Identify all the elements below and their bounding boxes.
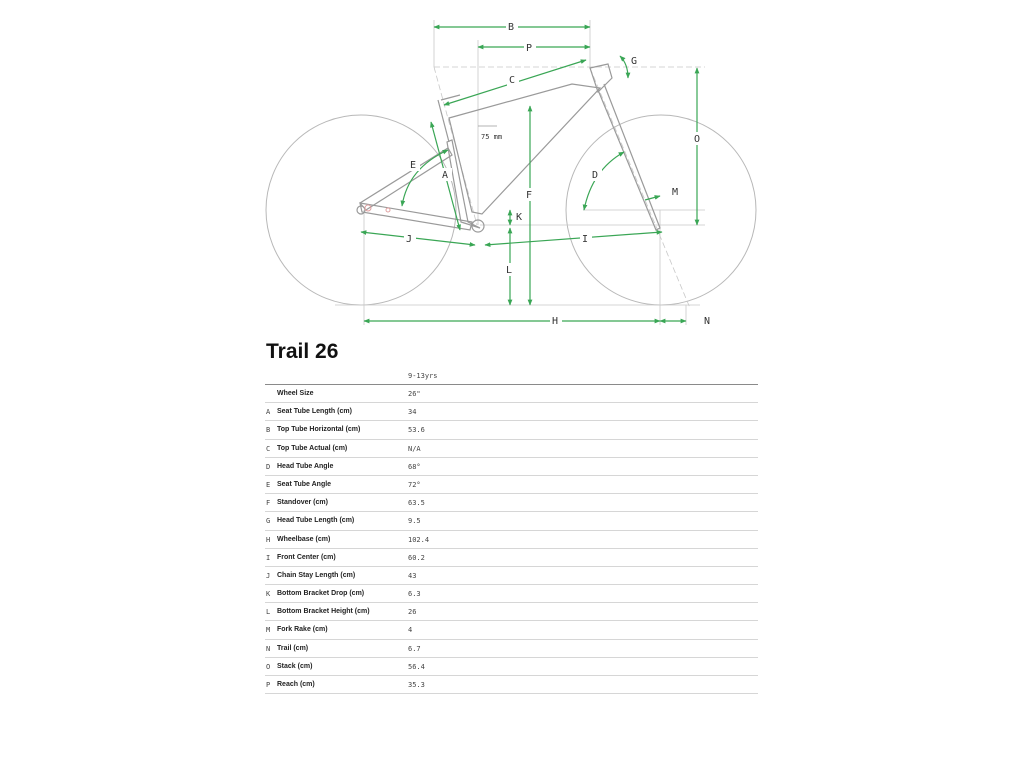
row-letter: F — [266, 499, 271, 508]
table-row — [265, 603, 758, 621]
row-letter: D — [266, 462, 271, 471]
row-label: Wheelbase (cm) — [277, 535, 331, 543]
row-letter: C — [266, 444, 271, 453]
row-value: 63.5 — [408, 499, 425, 508]
table-row — [265, 440, 758, 458]
row-label: Standover (cm) — [277, 499, 328, 507]
row-value: N/A — [408, 444, 421, 453]
row-label: Stack (cm) — [277, 662, 313, 670]
row-letter: G — [266, 517, 271, 526]
row-value: 26 — [408, 608, 417, 617]
label-c: C — [509, 75, 516, 86]
row-label: Head Tube Angle — [277, 462, 334, 470]
row-value: 4 — [408, 626, 413, 635]
row-letter: P — [266, 681, 271, 689]
row-value: 34 — [408, 408, 417, 417]
label-p: P — [526, 43, 533, 54]
label-d: D — [592, 170, 599, 181]
table-row — [265, 476, 758, 494]
row-value: 43 — [408, 571, 417, 580]
row-label: Seat Tube Angle — [277, 480, 332, 488]
row-letter: E — [266, 480, 271, 489]
label-h: H — [552, 316, 559, 327]
row-value: 6.3 — [408, 590, 421, 599]
row-value: 102.4 — [408, 535, 430, 544]
table-row — [265, 585, 758, 603]
table-header — [265, 370, 758, 385]
table-row — [265, 512, 758, 530]
table-row — [265, 531, 758, 549]
dim-j — [361, 232, 475, 245]
row-label: Front Center (cm) — [277, 553, 336, 561]
label-k: K — [516, 212, 523, 223]
label-n: N — [704, 316, 711, 327]
row-label: Trail (cm) — [277, 644, 309, 652]
label-i: I — [582, 234, 589, 245]
row-label: Wheel Size — [277, 390, 314, 397]
row-label: Bottom Bracket Height (cm) — [277, 608, 370, 616]
table-row — [265, 567, 758, 585]
size-column-header: 9-13yrs — [408, 372, 438, 380]
row-label: Head Tube Length (cm) — [277, 517, 355, 525]
row-label: Top Tube Horizontal (cm) — [277, 426, 361, 434]
row-value: 26" — [408, 390, 421, 398]
row-letter: A — [266, 408, 271, 417]
row-value: 35.3 — [408, 681, 425, 689]
row-label: Top Tube Actual (cm) — [277, 444, 348, 452]
table-row — [265, 494, 758, 512]
row-label: Seat Tube Length (cm) — [277, 408, 352, 416]
row-value: 60.2 — [408, 553, 425, 562]
table-row — [265, 385, 758, 403]
label-o: O — [694, 134, 701, 145]
geometry-table — [265, 370, 758, 694]
table-row — [265, 403, 758, 421]
row-letter: B — [266, 426, 271, 435]
row-label: Chain Stay Length (cm) — [277, 571, 356, 579]
label-b: B — [508, 22, 515, 33]
geometry-diagram — [0, 0, 1024, 340]
table-row — [265, 676, 758, 694]
label-75mm: 75 mm — [481, 133, 503, 141]
label-j: J — [406, 234, 413, 245]
row-label: Reach (cm) — [277, 681, 315, 688]
row-letter: O — [266, 662, 271, 671]
row-label: Bottom Bracket Drop (cm) — [277, 590, 365, 598]
row-letter: L — [266, 608, 271, 617]
table-row — [265, 621, 758, 639]
model-title: Trail 26 — [266, 340, 339, 363]
label-a: A — [442, 170, 449, 181]
row-value: 56.4 — [408, 662, 425, 671]
row-label: Fork Rake (cm) — [277, 626, 328, 634]
table-row — [265, 421, 758, 439]
label-f: F — [526, 190, 533, 201]
label-e: E — [410, 160, 417, 171]
bike-frame — [357, 64, 660, 232]
row-letter: J — [266, 571, 271, 580]
label-m: M — [672, 187, 679, 198]
row-value: 68° — [408, 462, 421, 471]
row-value: 9.5 — [408, 517, 421, 526]
guide-lines — [335, 20, 705, 325]
table-row — [265, 458, 758, 476]
table-row — [265, 658, 758, 676]
label-g: G — [631, 56, 638, 67]
row-letter: K — [266, 590, 271, 599]
row-value: 72° — [408, 480, 421, 489]
row-letter: N — [266, 644, 271, 653]
table-row — [265, 640, 758, 658]
dim-i — [485, 232, 662, 245]
row-letter: M — [266, 626, 271, 635]
row-letter: I — [266, 553, 271, 562]
row-letter: H — [266, 535, 271, 544]
row-value: 53.6 — [408, 426, 425, 435]
table-row — [265, 549, 758, 567]
label-l: L — [506, 265, 513, 276]
row-value: 6.7 — [408, 644, 421, 653]
dimension-lines — [361, 27, 697, 321]
